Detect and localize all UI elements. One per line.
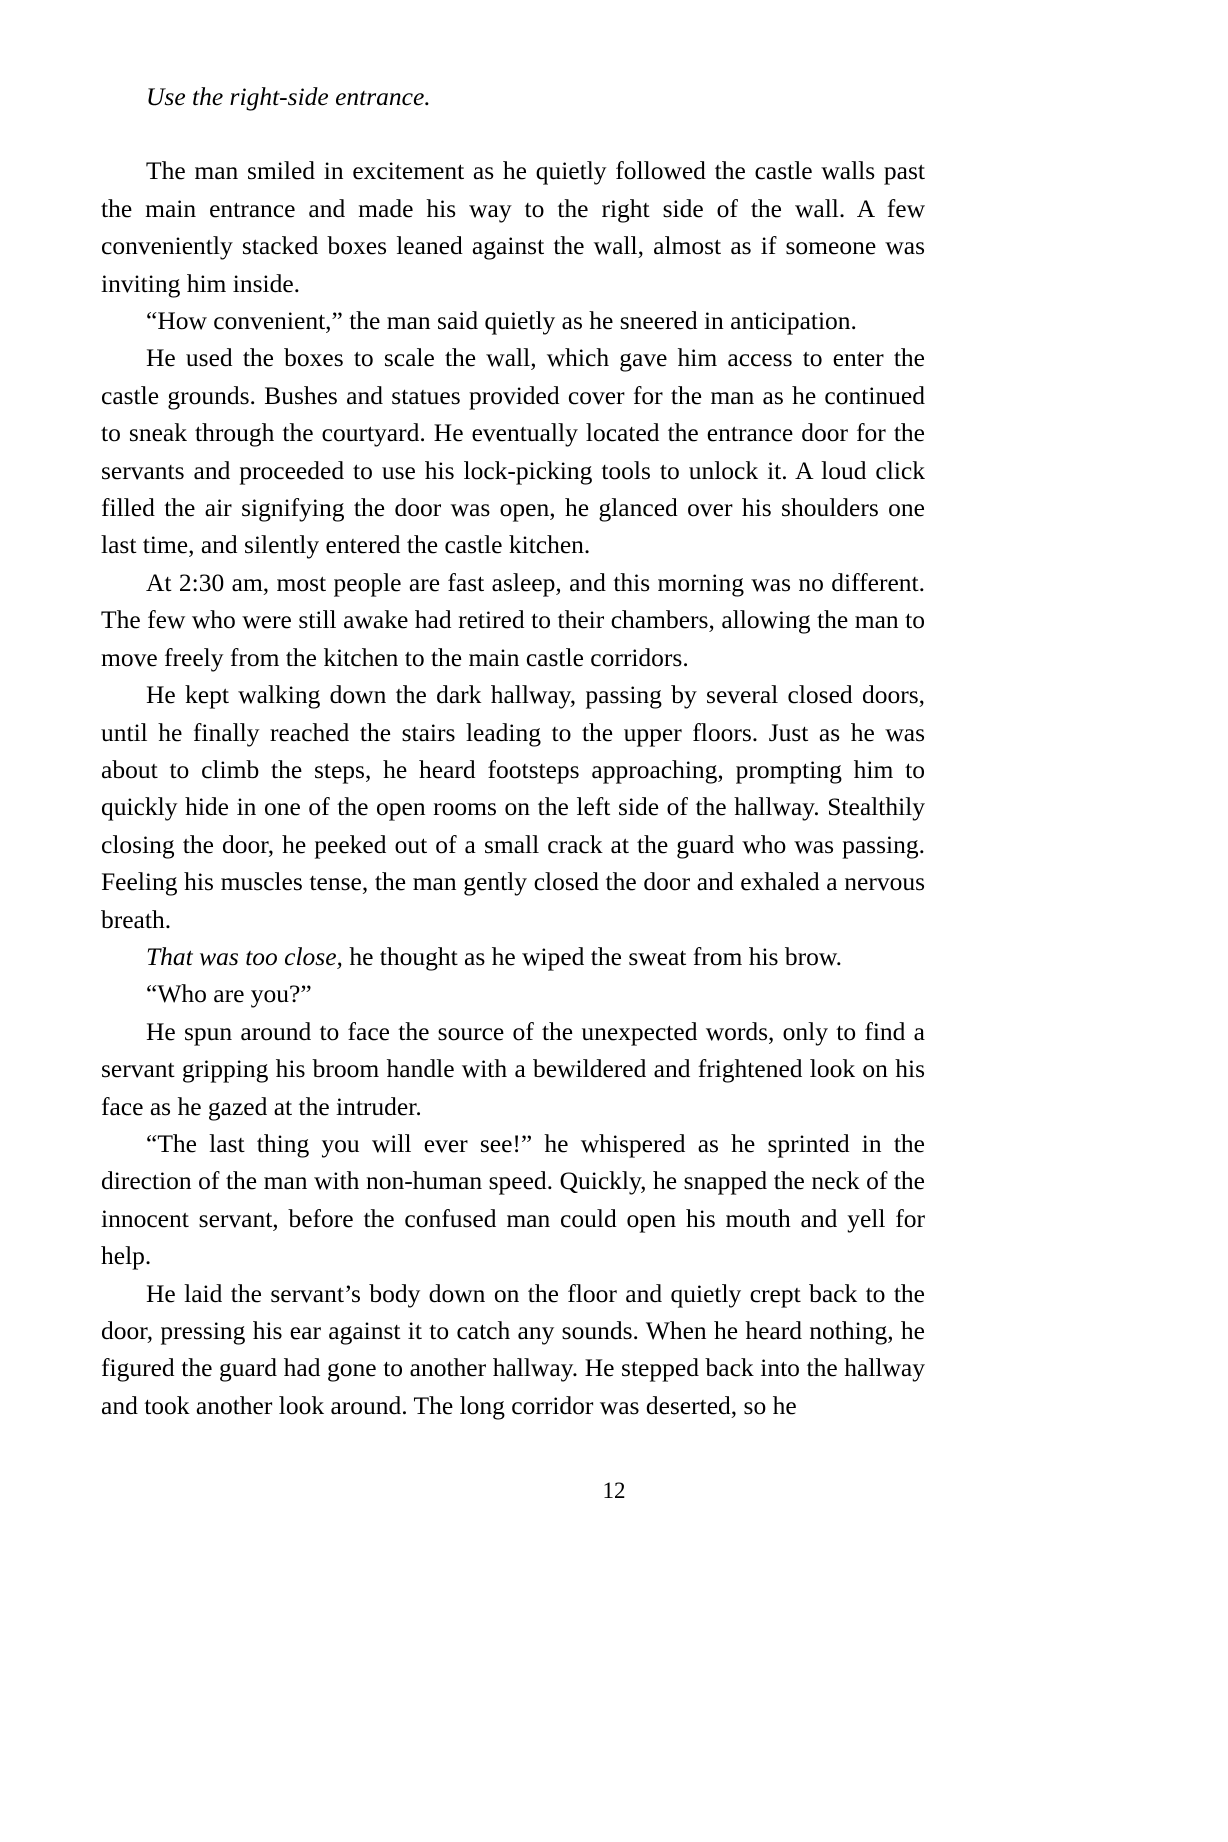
paragraph-10: He laid the servant’s body down on the floor and quietly crept back to the door, pressing his ear against it to catch any sounds. When he heard nothing, he figured the guard had gone to another hallway. He stepped back into the hallway and took another look around. The long corridor was deserted, so he bbox=[101, 1278, 925, 1420]
paragraph-5: He kept walking down the dark hallway, passing by several closed doors, until he finally reached the stairs leading to the upper floors. Just as he was about to climb the steps, he heard footsteps approaching, prompting him to quickly hide in one of the open rooms on the left side of the hallway. Stealthily closing the door, he peeked out of a small crack at the guard who was passing. Feeling his muscles tense, the man gently closed the door and exhaled a nervous breath. bbox=[101, 680, 925, 934]
paragraph-3: He used the boxes to scale the wall, which gave him access to enter the castle grounds. Bushes and statues provided cover for the man as he continued to sneak through the courtyard. He eventually located the entrance door for the servants and proceeded to use his lock-picking tools to unlock it. A loud click filled the air signifying the door was open, he glanced over his shoulders one last time, and silently entered the castle kitchen. bbox=[101, 343, 925, 560]
paragraph-8: He spun around to face the source of the unexpected words, only to find a servant gripping his broom handle with a bewildered and frightened look on his face as he gazed at the intruder. bbox=[101, 1016, 925, 1121]
epigraph-line: Use the right-side entrance. bbox=[146, 82, 431, 111]
paragraph-7: “Who are you?” bbox=[146, 979, 312, 1009]
paragraph-9: “The last thing you will ever see!” he whispered as he sprinted in the direction of the man with non-human speed. Quickly, he snapped the neck of the innocent servant, before the confused man could open his mouth and yell for help. bbox=[101, 1128, 925, 1271]
paragraph-1: The man smiled in excitement as he quietly followed the castle walls past the main entrance and made his way to the right side of the wall. A few conveniently stacked boxes leaned against the wall, almost as if someone was inviting him inside. bbox=[101, 156, 925, 298]
paragraph-6-rest: he thought as he wiped the sweat from his brow. bbox=[342, 941, 842, 971]
epigraph-spacer bbox=[101, 115, 925, 152]
paragraph-6 bbox=[101, 938, 925, 975]
paragraph-2: “How convenient,” the man said quietly as he sneered in anticipation. bbox=[146, 306, 857, 336]
page-text-column bbox=[101, 78, 925, 1424]
page-number: 12 bbox=[602, 1478, 626, 1503]
paragraph-6-italic-lead: That was too close, bbox=[146, 941, 343, 971]
paragraph-4: At 2:30 am, most people are fast asleep, and this morning was no different. The few who were still awake had retired to their chambers, allowing the man to move freely from the kitchen to the main castle corridors. bbox=[101, 567, 925, 672]
